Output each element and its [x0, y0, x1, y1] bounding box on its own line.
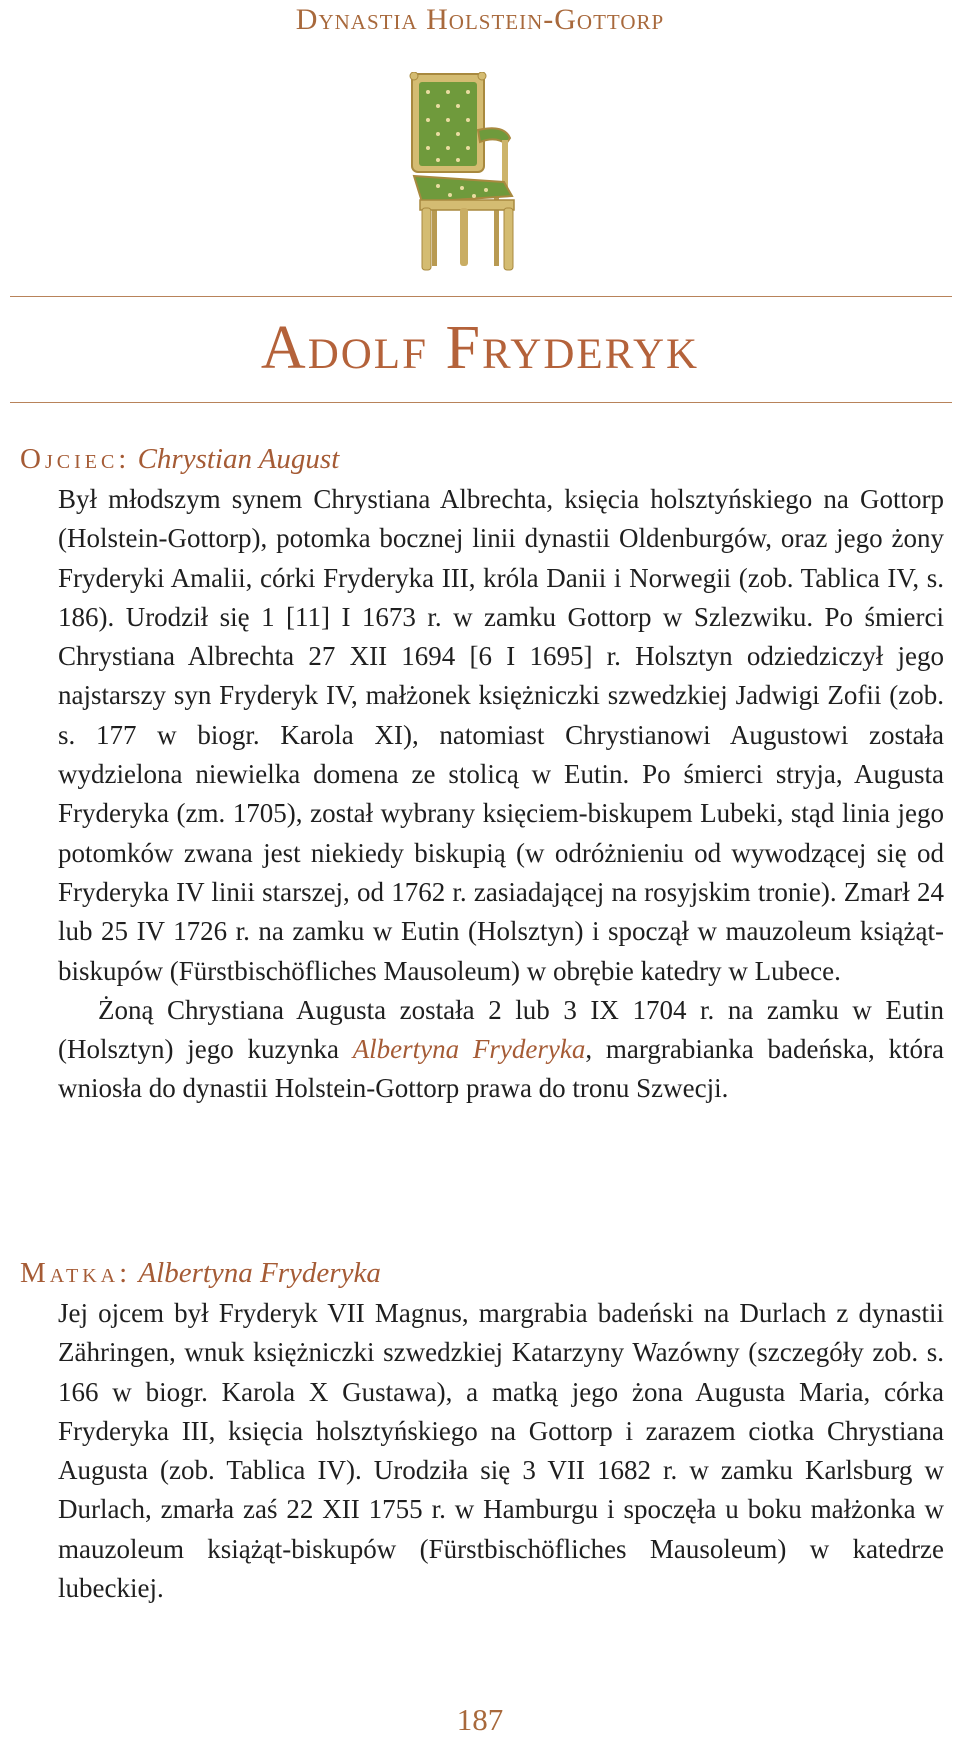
- page-number: 187: [456, 1702, 504, 1737]
- mother-label: [20, 1254, 381, 1292]
- bottom-rule: [10, 402, 952, 403]
- chair-front-leg-right: [504, 208, 513, 270]
- father-paragraph-2-text-after: , margrabianka badeńska, która wniosła do dynastii Holstein-Gottorp prawa do tronu Szwecji.: [58, 1034, 944, 1104]
- mother-name: Albertyna Fryderyka: [138, 1257, 381, 1289]
- father-label: [20, 440, 339, 478]
- father-paragraph-2-text-before: Żoną Chrystiana Augusta została 2 lub 3 IX 1704 r. na zamku w Eutin (Holsztyn) jego kuzynka: [58, 994, 944, 1065]
- chair-finial-right: [478, 72, 486, 80]
- running-head: Dynastia Holstein-Gottorp: [295, 3, 665, 36]
- chapter-title: Adolf Fryderyk: [260, 314, 700, 382]
- father-paragraph-2-emphasis: Albertyna Fryderyka: [352, 1034, 586, 1065]
- chair-backrest-cushion: [419, 82, 477, 166]
- father-paragraph-1: [58, 480, 944, 991]
- chair-illustration: [408, 72, 518, 274]
- chair-center-leg: [460, 208, 468, 266]
- mother-label-key: Matka:: [20, 1257, 132, 1289]
- father-paragraph-2: [58, 991, 944, 1109]
- mother-biography: [58, 1294, 944, 1608]
- father-paragraph-1-text: Był młodszym synem Chrystiana Albrechta, księcia holsztyńskiego na Gottorp (Holstein-Gottorp), potomka bocznej linii dynastii Oldenburgów, oraz jego żony Fryderyki Amalii, córki Fryderyka III, króla Danii i Norwegii (zob. Tablica IV, s. 186). Urodził się 1 [11] I 1673 r. w zamku Gottorp w Szlezwiku. Po śmierci Chrystiana Albrechta 27 XII 1694 [6 I 1695] r. Holsztyn odziedziczył jego najstarszy syn Fryderyk IV, małżonek księżniczki szwedzkiej Jadwigi Zofii (zob. s. 177 w biogr. Karola XI), natomiast Chrystianowi Augustowi została wydzielona niewielka domena ze stolicą w Eutin. Po śmierci stryja, Augusta Fryderyka (zm. 1705), został wybrany księciem-biskupem Lubeki, stąd linia jego potomków zwana jest niekiedy biskupią (w odróżnieniu od wywodzącej się od Fryderyka IV linii starszej, od 1762 r. zasiadającej na rosyjskim tronie). Zmarł 24 lub 25 IV 1726 r. na zamku w Eutin (Holsztyn) i spoczął w mauzoleum książąt-biskupów (Fürstbischöfliches Mausoleum) w obrębie katedry w Lubece.: [58, 484, 944, 986]
- father-label-key: Ojciec:: [20, 443, 131, 475]
- chair-seat-rail: [420, 200, 514, 210]
- father-name: Chrystian August: [137, 443, 340, 475]
- father-biography: [58, 480, 944, 1109]
- chair-front-leg-left: [422, 208, 431, 270]
- mother-paragraph: Jej ojcem był Fryderyk VII Magnus, margrabia badeński na Durlach z dynastii Zähringen, wnuk księżniczki szwedzkiej Katarzyny Wazówny (szczegóły zob. s. 166 w biogr. Karola X Gustawa), a matką jego żona Augusta Maria, córka Fryderyka III, księcia holsztyńskiego na Gottorp i zarazem ciotka Chrystiana Augusta (zob. Tablica IV). Urodziła się 3 VII 1682 r. w zamku Karlsburg w Durlach, zmarła zaś 22 XII 1755 r. w Hamburgu i spoczęła u boku małżonka w mauzoleum książąt-biskupów (Fürstbischöfliches Mausoleum) w katedrze lubeckiej.: [58, 1298, 944, 1604]
- top-rule: [10, 296, 952, 297]
- chair-finial-left: [410, 72, 418, 80]
